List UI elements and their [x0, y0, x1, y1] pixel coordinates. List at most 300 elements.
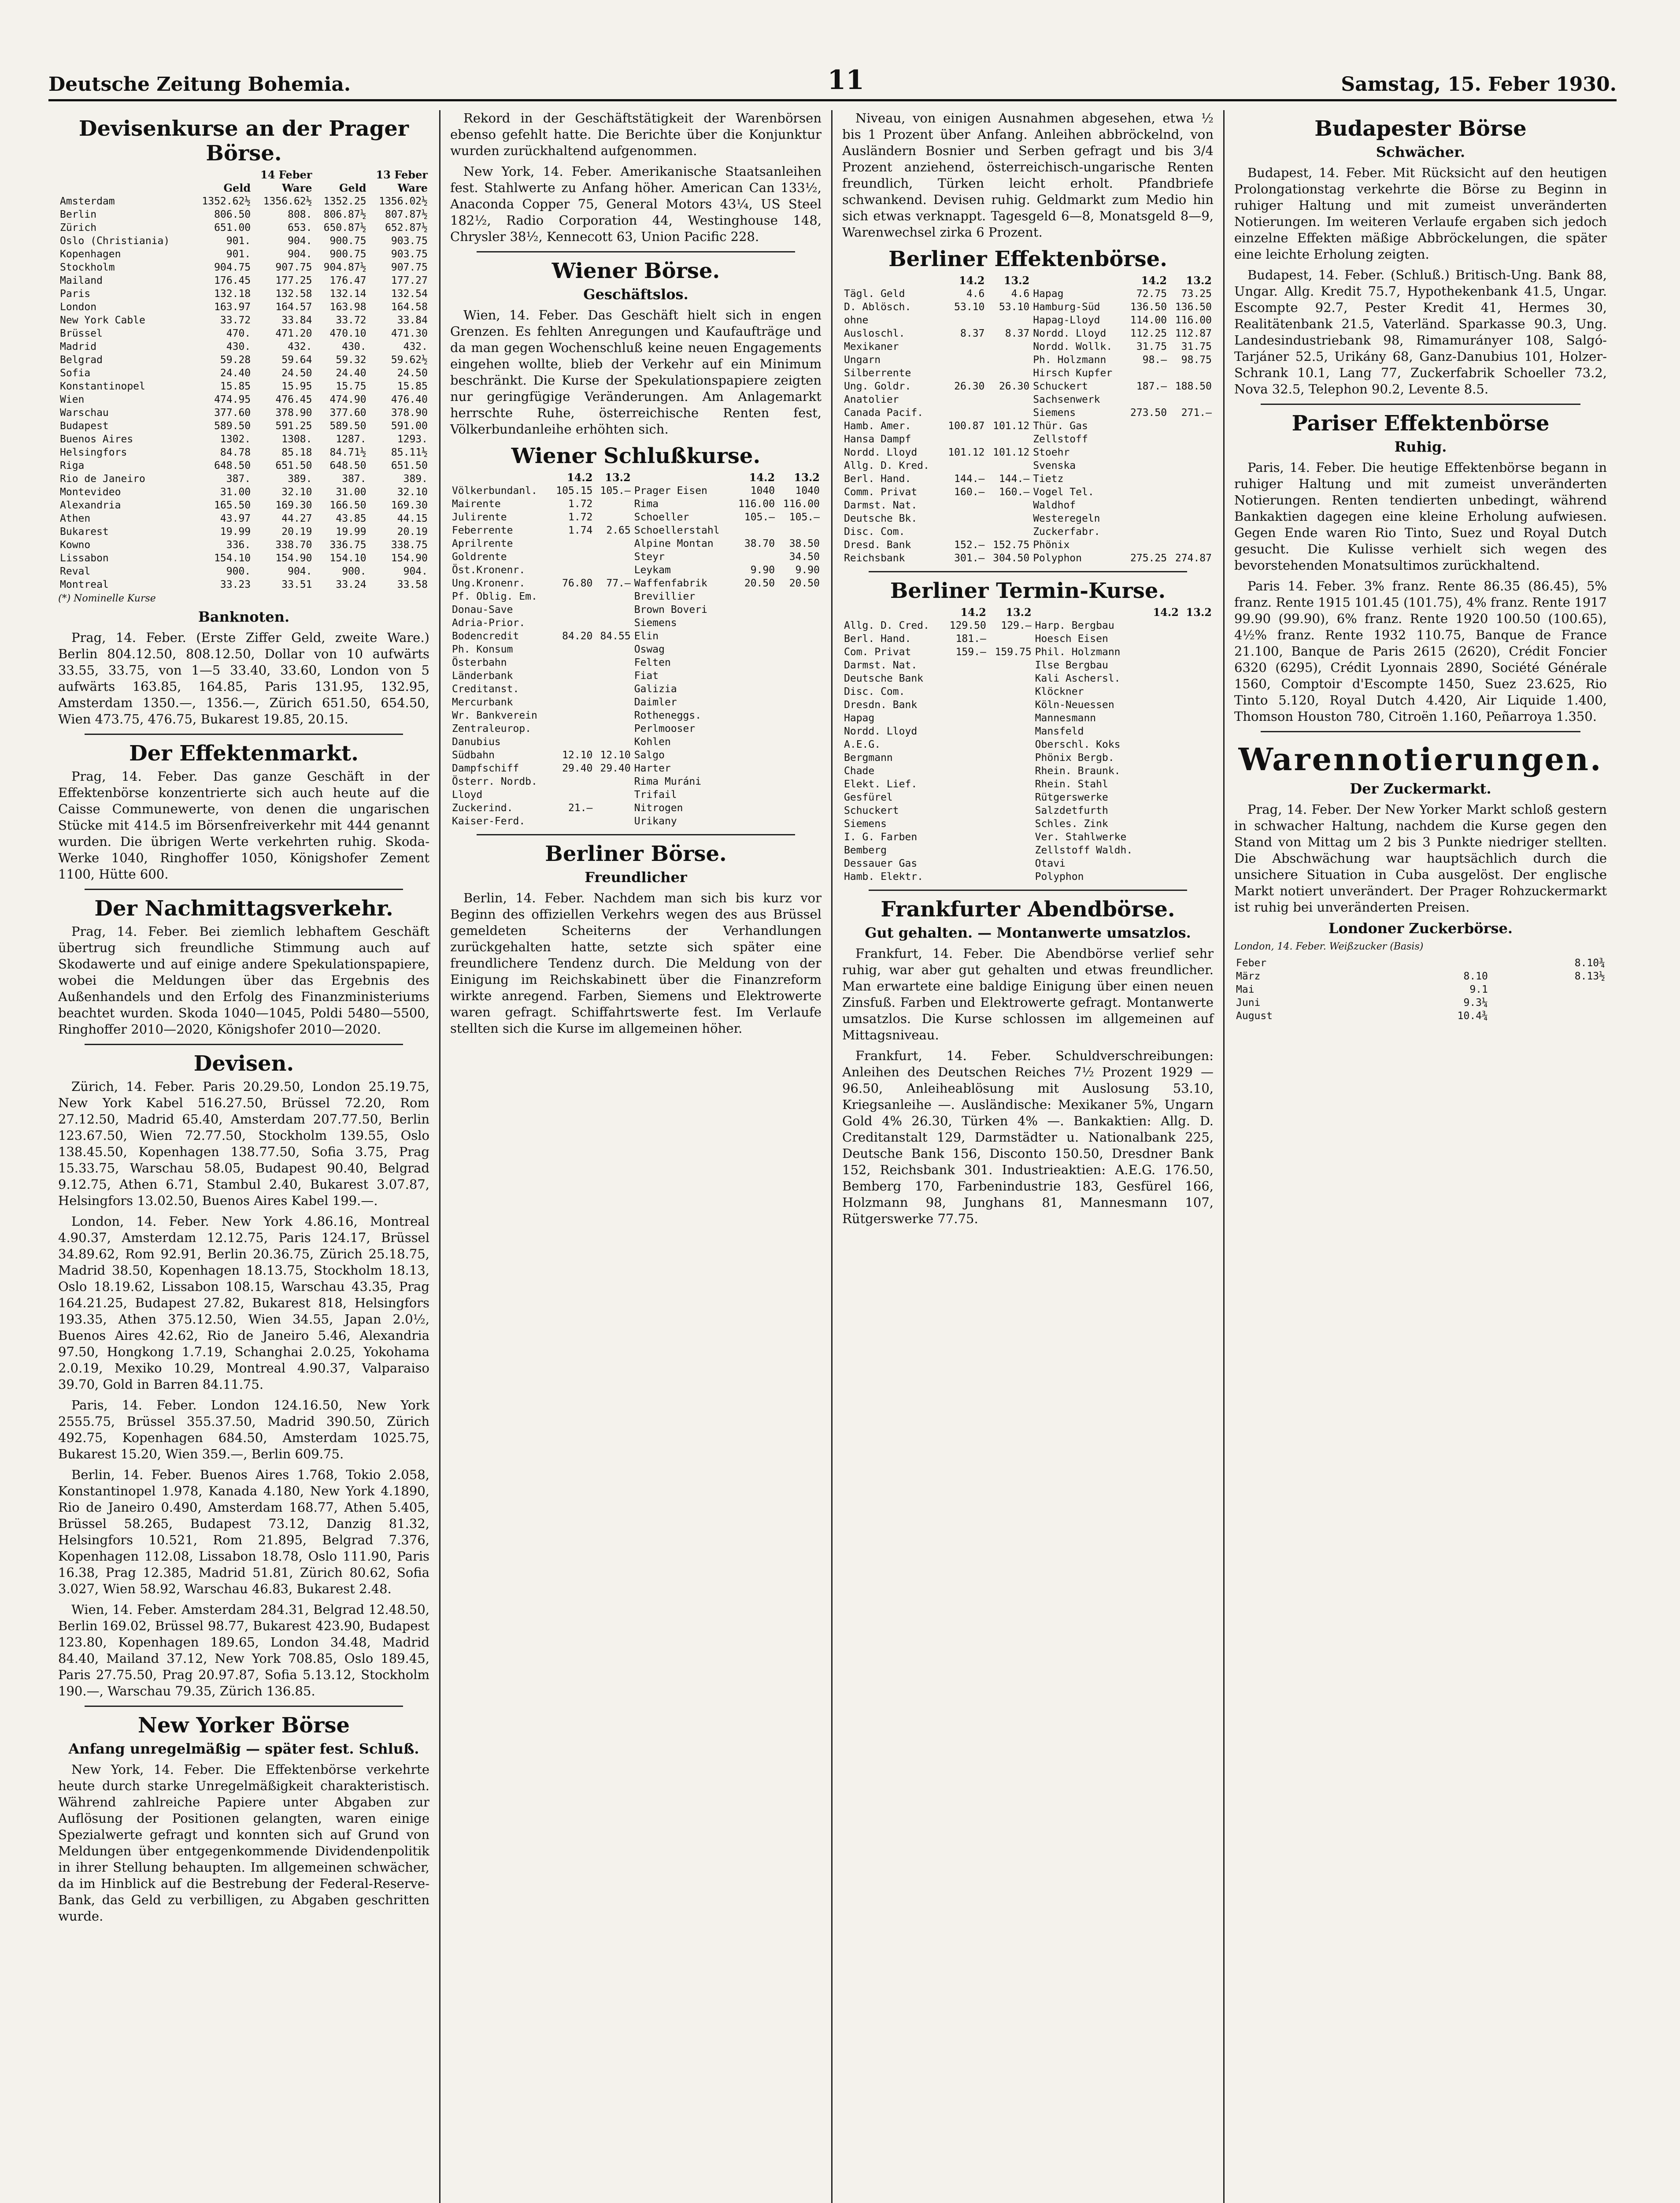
row-label: ohne — [844, 315, 869, 326]
row-value — [988, 817, 1033, 831]
row-value — [1147, 870, 1180, 883]
column-2 — [440, 110, 833, 2203]
stock-row — [842, 446, 1214, 459]
row-value — [594, 643, 632, 656]
row-value: 116.00 — [783, 498, 820, 510]
row-value — [1147, 738, 1180, 751]
row-label: I. G. Farben — [844, 831, 918, 843]
row-value: 653. — [288, 222, 312, 234]
row-value — [1180, 857, 1214, 870]
row-value — [777, 682, 821, 696]
row-label: Harp. Bergbau — [1035, 620, 1114, 631]
row-value — [732, 643, 777, 656]
fx-row — [58, 472, 429, 486]
fx-row — [58, 353, 429, 367]
row-label: Rima — [634, 498, 659, 510]
devisen-para: Wien, 14. Feber. Amsterdam 284.31, Belgrad 12.48.50, Berlin 169.02, Brüssel 98.77, Bukarest 423.90, Budapest 123.80, Kopenhagen 189.65, London 34.48, Madrid 84.40, Mailand 37.12, New York 708.85, Oslo 189.45, Paris 27.75.50, Prag 20.97.87, Sofia 5.13.12, Stockholm 190.—, Warschau 79.35, Zürich 136.85. — [58, 1602, 429, 1699]
fx-row — [58, 578, 429, 591]
row-label: Brown Boveri — [634, 604, 707, 616]
row-value: 21.— — [568, 802, 593, 814]
pariser-title: Pariser Effektenbörse — [1291, 411, 1550, 436]
row-value: 31.00 — [220, 486, 251, 498]
row-value — [988, 672, 1033, 685]
column-header — [842, 274, 942, 287]
termin-table — [842, 606, 1214, 883]
row-value: 76.80 — [562, 578, 593, 589]
row-value — [550, 616, 595, 630]
row-value: 901. — [226, 235, 251, 247]
row-value — [1124, 525, 1169, 538]
row-value: 72.75 — [1136, 288, 1167, 300]
column-header: 14.2 — [1153, 606, 1179, 619]
row-label: Dresd. Bank — [844, 539, 911, 551]
row-value — [777, 630, 821, 643]
row-value: 651.50 — [391, 460, 428, 471]
row-value — [1124, 538, 1169, 552]
row-label: D. Ablösch. — [844, 301, 911, 313]
row-value — [942, 433, 987, 446]
row-label: Mansfeld — [1035, 726, 1084, 737]
row-value: 15.85 — [220, 381, 251, 392]
row-value: 144.— — [954, 473, 985, 485]
row-value: 1.72 — [568, 498, 593, 510]
row-value — [777, 735, 821, 749]
row-value — [986, 459, 1031, 472]
sugar-row — [1234, 996, 1607, 1009]
row-label: August — [1236, 1010, 1273, 1022]
row-value — [1147, 619, 1180, 632]
row-value: 44.27 — [281, 513, 312, 524]
row-value: 903.75 — [391, 248, 428, 260]
row-value: 19.99 — [336, 526, 366, 538]
row-value: 378.90 — [391, 407, 428, 419]
row-value: 177.27 — [391, 275, 428, 286]
row-label: Reval — [60, 566, 91, 577]
row-value — [550, 564, 595, 577]
row-value — [594, 656, 632, 669]
row-value — [1169, 367, 1214, 380]
row-value: 9.90 — [750, 564, 775, 576]
row-value: 77.— — [606, 578, 631, 589]
row-value: 377.60 — [329, 407, 366, 419]
row-value: 164.57 — [275, 301, 312, 313]
row-value: 73.25 — [1181, 288, 1212, 300]
row-value: 116.00 — [1175, 315, 1212, 326]
row-value: 275.25 — [1130, 553, 1167, 564]
row-value — [1180, 764, 1214, 778]
row-label: Helsingfors — [60, 447, 127, 458]
row-value — [1180, 672, 1214, 685]
row-label: Phönix — [1033, 539, 1070, 551]
row-label: Ph. Holzmann — [1033, 354, 1106, 366]
row-label: Paris — [60, 288, 91, 300]
row-label: Buenos Aires — [60, 434, 133, 445]
row-value — [942, 499, 987, 512]
row-value: 1287. — [336, 434, 366, 445]
row-label: Ungarn — [844, 354, 881, 366]
stock-row — [450, 484, 821, 497]
row-value: 476.45 — [275, 394, 312, 405]
row-label: Darmst. Nat. — [844, 500, 918, 511]
row-value — [1124, 446, 1169, 459]
row-value — [777, 603, 821, 616]
fx-row — [58, 499, 429, 512]
column-header — [450, 471, 550, 484]
row-value: 10.4¾ — [1457, 1010, 1488, 1022]
banknoten-text: Prag, 14. Feber. (Erste Ziffer Geld, zweite Ware.) Berlin 804.12.50, 808.12.50, Dollar von 10 aufwärts 33.55, 33.75, von 1—5 33.40, 33.60, London von 5 aufwärts 163.85, 164.85, Paris 131.95, 132.95, Amsterdam 1350.—, 1356.—, Zürich 651.50, 654.50, Wien 473.75, 476.75, Bukarest 19.85, 20.15. — [58, 630, 429, 727]
row-value: 181.— — [955, 633, 986, 645]
row-value — [1124, 393, 1169, 406]
newyork-subtitle: Anfang unregelmäßig — später fest. Schluß. — [68, 1740, 419, 1757]
stock-row — [842, 778, 1214, 791]
row-value: 903.75 — [391, 235, 428, 247]
row-value — [1147, 751, 1180, 764]
row-value — [1169, 433, 1214, 446]
wiener-subtitle: Geschäftslos. — [583, 286, 688, 303]
row-value: 43.97 — [220, 513, 251, 524]
row-value — [943, 778, 988, 791]
row-value: 1040 — [795, 485, 820, 497]
row-value: 85.11½ — [391, 447, 428, 458]
row-value — [942, 525, 987, 538]
termin-title: Berliner Termin-Kurse. — [890, 579, 1166, 603]
row-value: 26.30 — [999, 381, 1030, 392]
row-label: Otavi — [1035, 858, 1066, 869]
row-value: 904.87½ — [323, 262, 366, 273]
stock-row — [842, 472, 1214, 486]
row-value: 9.1 — [1469, 984, 1488, 995]
row-label: Deutsche Bk. — [844, 513, 918, 524]
london-zucker-title: Londoner Zuckerbörse. — [1328, 920, 1513, 937]
row-value: 169.30 — [275, 500, 312, 511]
row-label: Mailand — [60, 275, 103, 286]
pariser-para: Paris, 14. Feber. Die heutige Effektenbörse begann in ruhiger Haltung und mit zumeist unveränderten Notierungen. Renten tendierten unbedingt, während Bankaktien dagegen eine kleine Erholung aufwiesen. Gegen Ende waren Rio Tinto, Suez und Royal Dutch gesucht. Die Kulisse verhielt sich wegen des bevorstehenden Monatsultimos zurückhaltend. — [1234, 460, 1607, 573]
devisen-para: Paris, 14. Feber. London 124.16.50, New York 2555.75, Brüssel 355.37.50, Madrid 390.50, Zürich 492.75, Kopenhagen 684.50, Amsterdam 1025.75, Bukarest 15.20, Wien 359.—, Berlin 609.75. — [58, 1398, 429, 1461]
row-value — [1147, 698, 1180, 712]
row-value: 34.50 — [789, 551, 820, 563]
row-label: Hapag — [1033, 288, 1064, 300]
row-value: 15.95 — [281, 381, 312, 392]
row-label: Nordd. Lloyd — [844, 726, 918, 737]
row-value — [942, 367, 987, 380]
row-value: 4.6 — [966, 288, 985, 300]
row-value: 430. — [342, 341, 366, 352]
stock-row — [450, 815, 821, 828]
row-label: Galizia — [634, 683, 677, 695]
row-value — [943, 698, 988, 712]
row-value: 648.50 — [214, 460, 251, 471]
row-label: Danubius — [452, 736, 501, 748]
row-value: 33.58 — [397, 579, 428, 590]
row-value — [988, 764, 1033, 778]
devisen-para: Berlin, 14. Feber. Buenos Aires 1.768, Tokio 2.058, Konstantinopel 1.978, Kanada 4.180, New York 4.1890, Rio de Janeiro 0.490, Amsterdam 168.77, Athen 5.405, Brüssel 58.265, Budapest 73.12, Danzig 81.32, Helsingfors 10.521, Rom 21.895, Belgrad 7.376, Kopenhagen 112.08, Lissabon 18.78, Oslo 111.90, Paris 16.38, Prag 12.385, Madrid 51.81, Zürich 80.62, Sofia 3.027, Wien 58.92, Warschau 46.83, Bukarest 2.48. — [58, 1467, 429, 1596]
stock-row — [450, 524, 821, 537]
row-value — [732, 749, 777, 762]
row-value: 166.50 — [329, 500, 366, 511]
row-value — [550, 696, 595, 709]
stock-row — [842, 817, 1214, 831]
row-value — [732, 788, 777, 801]
row-value — [732, 735, 777, 749]
row-value — [1180, 659, 1214, 672]
stock-row — [842, 804, 1214, 817]
frankfurt-title: Frankfurter Abendbörse. — [881, 897, 1175, 922]
row-label: Mairente — [452, 498, 501, 510]
row-value: 24.50 — [281, 367, 312, 379]
row-value: 8.37 — [960, 328, 985, 339]
berliner-title: Berliner Börse. — [545, 842, 727, 866]
prague-fx-table — [58, 168, 429, 591]
row-value: 907.75 — [275, 262, 312, 273]
row-label: Brevillier — [634, 591, 696, 602]
row-label: Polyphon — [1033, 553, 1082, 564]
stock-row — [450, 722, 821, 735]
row-value — [777, 709, 821, 722]
row-label: Budapest — [60, 420, 109, 432]
column-header: 13.2 — [1186, 606, 1212, 619]
row-label: Nitrogen — [634, 802, 683, 814]
row-label: Wr. Bankverein — [452, 710, 537, 721]
row-value: 159.75 — [995, 646, 1032, 658]
row-value — [732, 775, 777, 788]
row-value — [942, 314, 987, 327]
row-label: Gesfürel — [844, 792, 893, 803]
row-value: 129.50 — [949, 620, 986, 631]
row-value: 132.14 — [329, 288, 366, 300]
row-label: Ung. Goldr. — [844, 381, 911, 392]
row-label: Svenska — [1033, 460, 1076, 471]
row-value: 12.10 — [600, 749, 631, 761]
row-label: März — [1236, 971, 1261, 982]
row-value — [777, 815, 821, 828]
stock-row — [842, 525, 1214, 538]
row-value: 187.— — [1136, 381, 1167, 392]
row-value — [777, 788, 821, 801]
row-value — [550, 656, 595, 669]
row-value — [988, 804, 1033, 817]
row-label: Rhein. Braunk. — [1035, 765, 1121, 777]
row-value: 105.— — [789, 512, 820, 523]
row-value: 900. — [226, 566, 251, 577]
row-label: Österbahn — [452, 657, 507, 668]
newspaper-name: Deutsche Zeitung Bohemia. — [48, 73, 351, 96]
row-label: Schles. Zink — [1035, 818, 1108, 830]
wiener-title: Wiener Börse. — [551, 259, 720, 283]
row-label: Hansa Dampf — [844, 434, 911, 445]
row-value: 904. — [288, 248, 312, 260]
row-label: Ilse Bergbau — [1035, 660, 1108, 671]
row-value — [777, 669, 821, 682]
row-label: Hapag-Lloyd — [1033, 315, 1100, 326]
stock-row — [842, 499, 1214, 512]
stock-row — [842, 406, 1214, 419]
row-value — [1147, 857, 1180, 870]
row-value: 474.90 — [329, 394, 366, 405]
row-value: 101.12 — [948, 447, 985, 458]
row-value — [732, 669, 777, 682]
row-value — [986, 367, 1031, 380]
row-value: 33.84 — [397, 315, 428, 326]
row-value — [1124, 459, 1169, 472]
row-label: Rio de Janeiro — [60, 473, 145, 485]
row-value — [1169, 538, 1214, 552]
row-value: 432. — [288, 341, 312, 352]
row-value — [1147, 672, 1180, 685]
row-label: New York Cable — [60, 315, 145, 326]
row-value: 273.50 — [1130, 407, 1167, 419]
row-value: 20.19 — [397, 526, 428, 538]
row-label: Canada Pacif. — [844, 407, 924, 419]
page-header — [48, 62, 1617, 101]
row-value: 31.75 — [1136, 341, 1167, 352]
row-value: 31.75 — [1181, 341, 1212, 352]
stock-row — [450, 669, 821, 682]
row-value — [988, 791, 1033, 804]
row-value — [1180, 778, 1214, 791]
column-header: 13.2 — [1003, 274, 1030, 287]
row-value — [986, 512, 1031, 525]
row-value: 8.10¾ — [1574, 957, 1605, 969]
row-value — [594, 669, 632, 682]
prague-fx-footnote: (*) Nominelle Kurse — [58, 593, 156, 604]
row-value: 20.19 — [281, 526, 312, 538]
row-value — [550, 603, 595, 616]
row-value: 24.50 — [397, 367, 428, 379]
row-value: 9.3¼ — [1463, 997, 1488, 1009]
row-value — [594, 696, 632, 709]
row-value — [1169, 525, 1214, 538]
row-value: 271.— — [1181, 407, 1212, 419]
row-value: 652.87½ — [385, 222, 428, 234]
row-value — [732, 696, 777, 709]
row-value: 132.18 — [214, 288, 251, 300]
row-label: Alexandria — [60, 500, 121, 511]
row-value: 105.15 — [556, 485, 593, 497]
row-value — [1147, 725, 1180, 738]
row-value: 470.10 — [329, 328, 366, 339]
row-value — [550, 643, 595, 656]
row-value: 31.00 — [336, 486, 366, 498]
row-value — [1180, 619, 1214, 632]
row-value: 1.74 — [568, 525, 593, 536]
stock-row — [450, 735, 821, 749]
sugar-row — [1234, 983, 1607, 996]
frankfurt-subtitle: Gut gehalten. — Montanwerte umsatzlos. — [865, 924, 1191, 941]
stock-row — [842, 659, 1214, 672]
stock-row — [842, 870, 1214, 883]
stock-row — [842, 645, 1214, 659]
budapest-title: Budapester Börse — [1314, 116, 1527, 141]
row-value — [943, 831, 988, 844]
row-label: Leykam — [634, 564, 671, 576]
row-value: 188.50 — [1175, 381, 1212, 392]
row-label: Siemens — [1033, 407, 1076, 419]
row-value: 471.20 — [275, 328, 312, 339]
zucker-subtitle: Der Zuckermarkt. — [1350, 780, 1491, 797]
row-value — [732, 550, 777, 564]
row-value — [1147, 685, 1180, 698]
row-label: Südbahn — [452, 749, 495, 761]
column-header — [633, 471, 732, 484]
row-label: Mannesmann — [1035, 712, 1096, 724]
row-value: 59.64 — [281, 354, 312, 366]
row-label: Stoehr — [1033, 447, 1070, 458]
sugar-row — [1234, 970, 1607, 983]
row-value — [777, 590, 821, 603]
col-ware-2: Ware — [397, 182, 428, 194]
stock-row — [450, 643, 821, 656]
row-label: Comm. Privat — [844, 486, 918, 498]
row-value: 24.40 — [336, 367, 366, 379]
fx-row — [58, 367, 429, 380]
row-value — [777, 643, 821, 656]
row-value: 154.10 — [214, 553, 251, 564]
row-value: 152.— — [954, 539, 985, 551]
row-value — [550, 550, 595, 564]
row-value — [594, 788, 632, 801]
row-label: Zuckerind. — [452, 802, 513, 814]
stock-row — [842, 300, 1214, 314]
row-value — [594, 497, 632, 511]
column-header: 14.2 — [1141, 274, 1167, 287]
row-value: 476.40 — [391, 394, 428, 405]
row-label: Rütgerswerke — [1035, 792, 1108, 803]
fx-row — [58, 433, 429, 446]
row-label: Länderbank — [452, 670, 513, 682]
row-value — [1180, 751, 1214, 764]
london-zucker-sub: London, 14. Feber. Weißzucker (Basis) — [1234, 941, 1424, 952]
row-value — [988, 659, 1033, 672]
stock-row — [842, 698, 1214, 712]
row-label: Westeregeln — [1033, 513, 1100, 524]
row-label: Harter — [634, 763, 671, 774]
row-value — [943, 712, 988, 725]
row-value — [777, 696, 821, 709]
row-value: 154.10 — [329, 553, 366, 564]
row-value: 1352.62½ — [202, 196, 251, 207]
row-value: 33.72 — [220, 315, 251, 326]
row-value: 900.75 — [329, 235, 366, 247]
row-label: Allg. D. Kred. — [844, 460, 929, 471]
row-value — [988, 751, 1033, 764]
row-label: Ausloschl. — [844, 328, 905, 339]
sugar-row — [1234, 957, 1607, 970]
row-value: 38.70 — [744, 538, 775, 549]
row-label: Oberschl. Koks — [1035, 739, 1121, 750]
row-value: 12.10 — [562, 749, 593, 761]
stock-row — [842, 764, 1214, 778]
row-label: Anatolier — [844, 394, 899, 405]
stock-row — [842, 367, 1214, 380]
stock-row — [842, 419, 1214, 433]
row-value: 904.75 — [214, 262, 251, 273]
row-value — [1180, 831, 1214, 844]
row-value — [986, 353, 1031, 367]
row-value — [988, 857, 1033, 870]
stock-row — [450, 630, 821, 643]
newyork-kurse-text: New York, 14. Feber. Amerikanische Staatsanleihen fest. Stahlwerte zu Anfang höher. American Can 133½, Anaconda Copper 75, General Motors 43¼, US Steel 182½, Radio Corporation 44, Westinghouse 148, Chrysler 38½, Kennecott 63, Union Pacific 228. — [450, 164, 821, 244]
row-label: Steyr — [634, 551, 665, 563]
row-label: Prager Eisen — [634, 485, 707, 497]
row-value: 387. — [226, 473, 251, 485]
row-value: 136.50 — [1175, 301, 1212, 313]
row-value: 901. — [226, 248, 251, 260]
page-number: 11 — [827, 65, 865, 96]
row-value — [1169, 393, 1214, 406]
row-value — [594, 735, 632, 749]
row-value — [942, 406, 987, 419]
row-label: Schuckert — [844, 805, 899, 816]
